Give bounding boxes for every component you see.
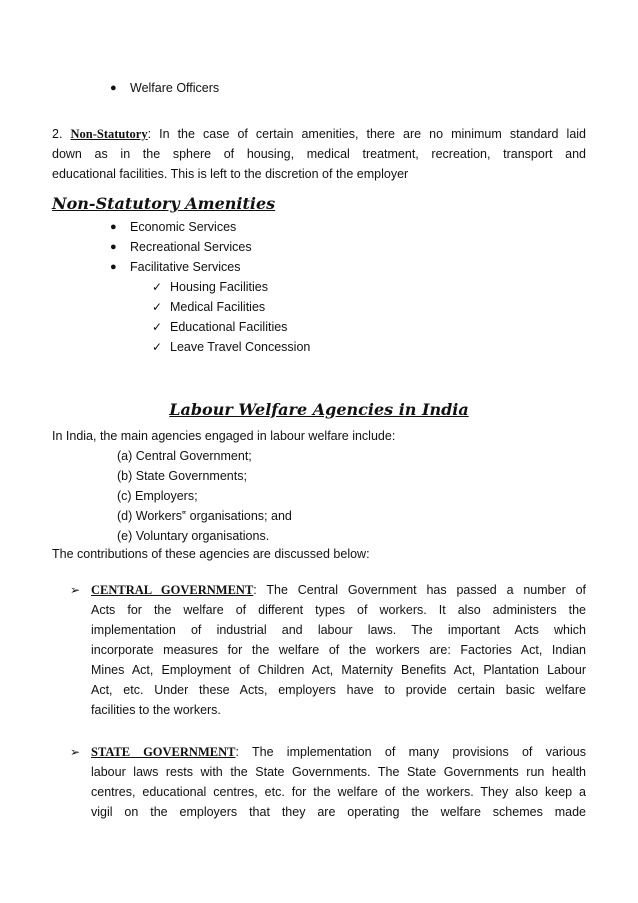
paragraph-line: Mines Act, Employment of Children Act, Maternity Benefits Act, Plantation Labour [91,663,586,677]
paragraph-line: vigil on the employers that they are operating the welfare schemes made [91,805,586,819]
bullet-icon: ● [110,241,117,253]
bullet-icon: ● [110,261,117,273]
list-item-text: Welfare Officers [130,81,220,95]
agency-item: (e) Voluntary organisations. [117,529,270,543]
list-item [110,259,241,275]
paragraph-line: The contributions of these agencies are discussed below: [52,547,370,561]
agency-item: (d) Workers‟ organisations; and [117,509,292,523]
checkmark-icon: ✓ [152,340,163,354]
paragraph-line: facilities to the workers. [91,703,221,717]
paragraph-line: incorporate measures for the welfare of the workers are: Factories Act, Indian [91,643,586,657]
term-heading: CENTRAL GOVERNMENT [91,583,254,597]
arrow-bullet-icon: ➢ [70,745,81,759]
checkmark-icon: ✓ [152,300,163,314]
term-heading: STATE GOVERNMENT [91,745,236,759]
bullet-icon: ● [110,82,117,94]
section-heading: Non-Statutory Amenities [52,194,276,213]
non-statutory-paragraph [52,124,586,184]
paragraph-line: : The implementation of many provisions of various [235,745,586,759]
paragraph-line: implementation of industrial and labour laws. The important Acts which [91,623,586,637]
paragraph-line: labour laws rests with the State Governments. The State Governments run health [91,765,586,779]
bullet-icon: ● [110,221,117,233]
list-item-text: Housing Facilities [170,280,268,294]
check-list-item [152,299,266,315]
check-list-item [152,339,311,355]
paragraph-line: : In the case of certain amenities, there are no minimum standard laid [147,127,586,141]
paragraph-line: In India, the main agencies engaged in labour welfare include: [52,429,396,443]
agency-item: (a) Central Government; [117,449,252,463]
term-heading: Non-Statutory [70,127,148,141]
checkmark-icon: ✓ [152,320,163,334]
list-item [110,239,252,255]
list-item-text: Educational Facilities [170,320,288,334]
checkmark-icon: ✓ [152,280,163,294]
list-item [110,80,220,96]
check-list-item [152,279,268,295]
paragraph-line: educational facilities. This is left to the discretion of the employer [52,167,409,181]
item-number: 2. [52,127,71,141]
state-government-paragraph [91,742,586,822]
paragraph-line: : The Central Government has passed a number of [253,583,586,597]
list-item-text: Medical Facilities [170,300,266,314]
paragraph-line: centres, educational centres, etc. for the welfare of the workers. They also keep a [91,785,586,799]
list-item-text: Facilitative Services [130,260,241,274]
paragraph-line: down as in the sphere of housing, medical treatment, recreation, transport and [52,147,586,161]
arrow-bullet-icon: ➢ [70,583,81,597]
paragraph-line: Act, etc. Under these Acts, employers have to provide certain basic welfare [91,683,586,697]
check-list-item [152,319,288,335]
agency-item: (b) State Governments; [117,469,247,483]
list-item-text: Leave Travel Concession [170,340,311,354]
central-government-paragraph [91,580,586,720]
list-item-text: Recreational Services [130,240,252,254]
list-item-text: Economic Services [130,220,237,234]
section-heading: Labour Welfare Agencies in India [169,400,469,419]
agency-item: (c) Employers; [117,489,198,503]
list-item [110,219,237,235]
paragraph-line: Acts for the welfare of different types of workers. It also administers the [91,603,586,617]
